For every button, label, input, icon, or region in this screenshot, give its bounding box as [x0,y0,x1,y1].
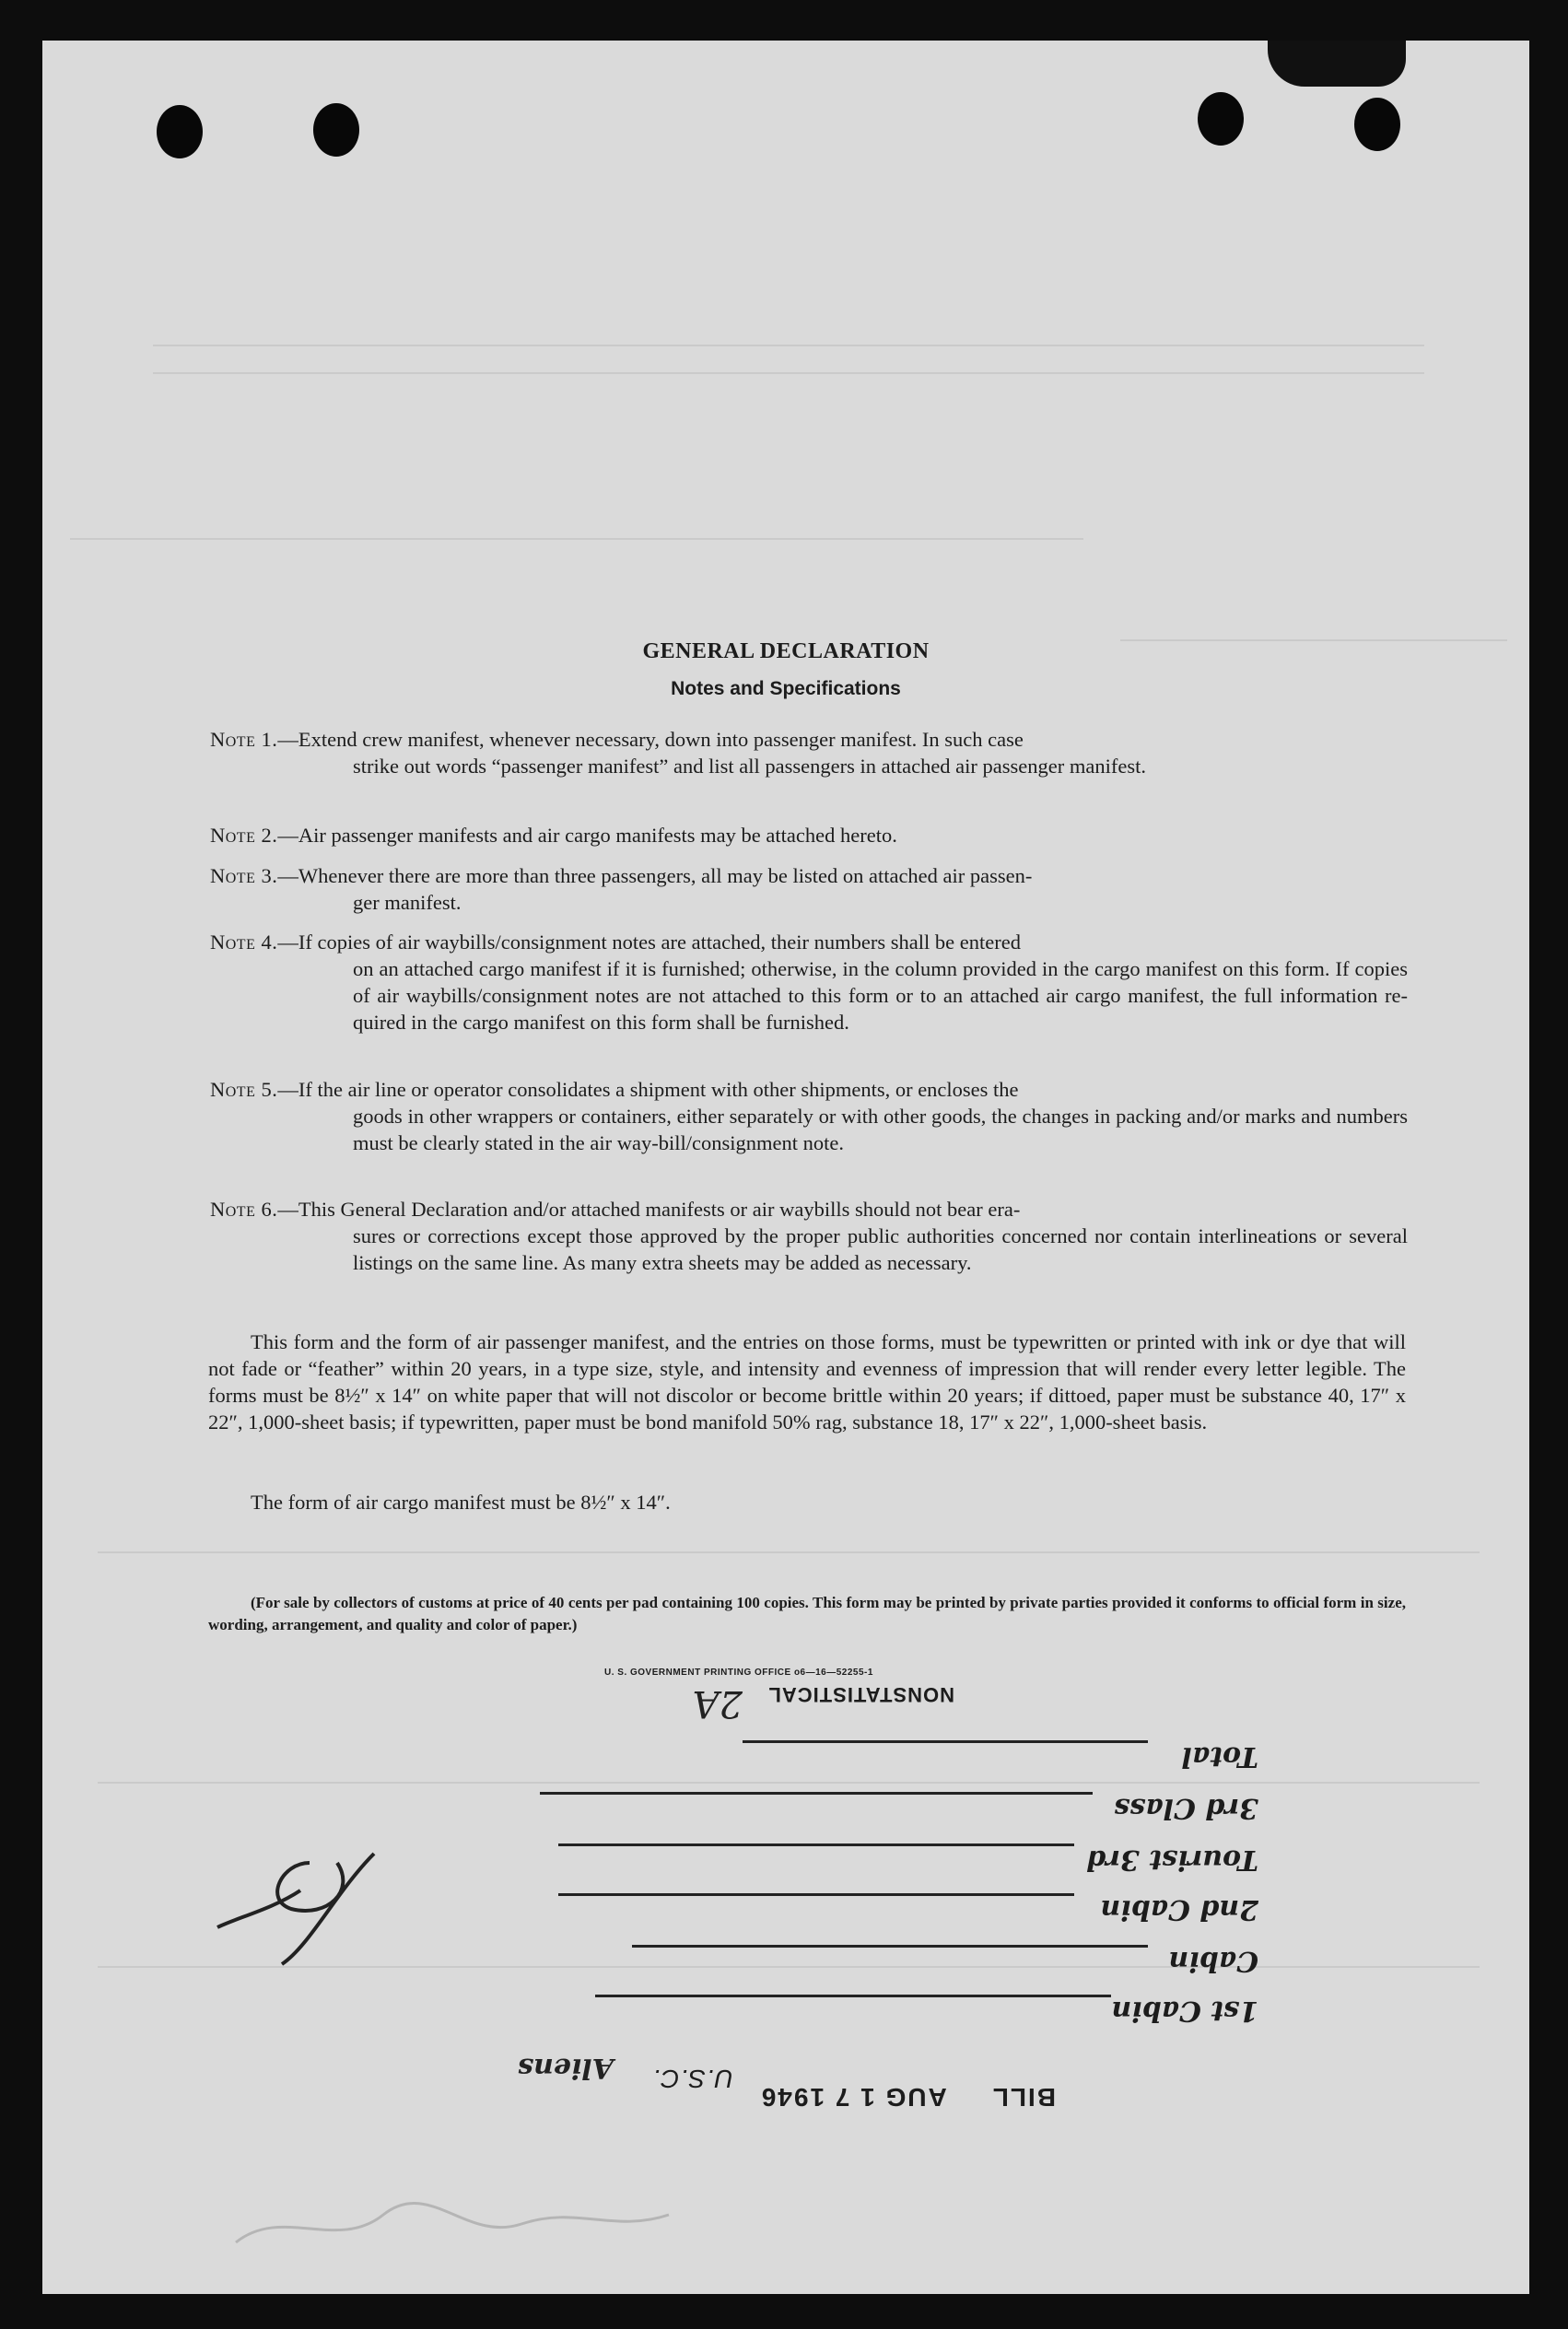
note-first-line: —If the air line or operator consolidates a shipment with other shipments, or encloses the [277,1078,1019,1101]
date-stamp-prefix: BILL [991,2083,1056,2112]
tally-row-label: Tourist 3rd [1086,1843,1258,1876]
note-label: Note 6. [210,1198,278,1221]
tally-row-label: 2nd Cabin [1100,1893,1258,1925]
bleed-line [153,345,1424,346]
punch-hole-left-1 [157,105,203,158]
note-6 [210,1196,1408,1276]
bleed-line [153,372,1424,374]
note-1 [210,726,1408,779]
tally-row-line [558,1893,1074,1896]
faint-signature-icon [227,2187,687,2270]
note-3 [210,862,1408,916]
note-continuation: goods in other wrappers or containers, either separately or with other goods, the changes in packing and/or marks and numbers must be clearly stated in the air way-bill/consignment note. [353,1105,1408,1154]
handwritten-mark: 2A [692,1682,743,1725]
note-continuation: sures or corrections except those approved by the proper public authorities concerned nor contain interlineations or several listings on the same line. As many extra sheets may be added as necessary. [353,1224,1408,1274]
note-label: Note 2. [210,824,278,847]
tally-row-line [743,1740,1148,1743]
inverted-stamp-block [227,1669,1258,2112]
note-continuation: on an attached cargo manifest if it is furnished; otherwise, in the column provided in the cargo manifest on this form. If copies of air waybills/consignment notes are not attached to this form or to an attached air cargo manifest, the full information re-quired in the cargo manifest on this form shall be furnished. [353,957,1408,1034]
sale-notice: (For sale by collectors of customs at price of 40 cents per pad containing 100 copies. This form may be printed by private parties provided it conforms to official form in size, wording, arrangement, and quality and color of paper.) [208,1594,1406,1633]
date-stamp-date: AUG 1 7 1946 [759,2083,947,2112]
note-first-line: —This General Declaration and/or attached manifests or air waybills should not bear era- [277,1198,1021,1221]
handwritten-initials-icon [208,1817,392,2001]
punch-hole-right-1 [1198,92,1244,146]
tally-row-label: 3rd Class [1114,1792,1258,1824]
bleed-line [70,538,1083,540]
note-first-line: —If copies of air waybills/consignment notes are attached, their numbers shall be entered [277,930,1021,954]
page-title: GENERAL DECLARATION [642,639,930,663]
note-label: Note 3. [210,864,278,887]
note-first-line: —Extend crew manifest, whenever necessary, down into passenger manifest. In such case [277,728,1024,751]
bleed-line [98,1551,1480,1553]
cargo-manifest-size-line: The form of air cargo manifest must be 8½″ x 14″. [251,1491,671,1514]
usc-mark: U.S.C. [651,2065,733,2093]
punch-hole-left-2 [313,103,359,157]
note-continuation: ger manifest. [353,891,462,914]
note-label: Note 5. [210,1078,278,1101]
note-label: Note 1. [210,728,278,751]
punch-hole-right-2 [1354,98,1400,151]
tally-row-line [558,1843,1074,1846]
tally-row-line [632,1945,1148,1948]
note-continuation: strike out words “passenger manifest” and list all passengers in attached air passenger manifest. [353,755,1146,778]
note-2 [210,822,1408,849]
document-sheet [42,41,1529,2294]
note-4 [210,929,1408,1036]
date-stamp [760,2082,1056,2112]
nonstatistical-stamp: NONSTATISTICAL [767,1683,954,1706]
aliens-label: Aliens [518,2052,614,2084]
tally-row-line [595,1995,1111,1997]
tally-row-label: 1st Cabin [1111,1995,1258,2027]
printing-office-line: U. S. GOVERNMENT PRINTING OFFICE o6—16—52255-1 [604,1668,873,1678]
form-specification-paragraph: This form and the form of air passenger manifest, and the entries on those forms, must be typewritten or printed with ink or dye that will not fade or “feather” within 20 years, in a type size, style, and intensity and evenness of impression that will render every letter legible. The forms must be 8½″ x 14″ on white paper that will not discolor or become brittle within 20 years; if dittoed, paper must be substance 40, 17″ x 22″, 1,000-sheet basis; if typewritten, paper must be bond manifold 50% rag, substance 18, 17″ x 22″, 1,000-sheet basis. [208,1330,1406,1434]
note-first-line: —Whenever there are more than three passengers, all may be listed on attached air passen- [277,864,1033,887]
note-5 [210,1076,1408,1156]
tally-row-line [540,1792,1093,1795]
torn-corner [1268,41,1406,87]
tally-row-label: Cabin [1168,1945,1258,1977]
page-subtitle: Notes and Specifications [671,678,901,699]
tally-row-total [227,1728,1258,1784]
tally-row-label: Total [1181,1740,1258,1773]
note-first-line: —Air passenger manifests and air cargo manifests may be attached hereto. [277,824,897,847]
note-label: Note 4. [210,930,278,954]
